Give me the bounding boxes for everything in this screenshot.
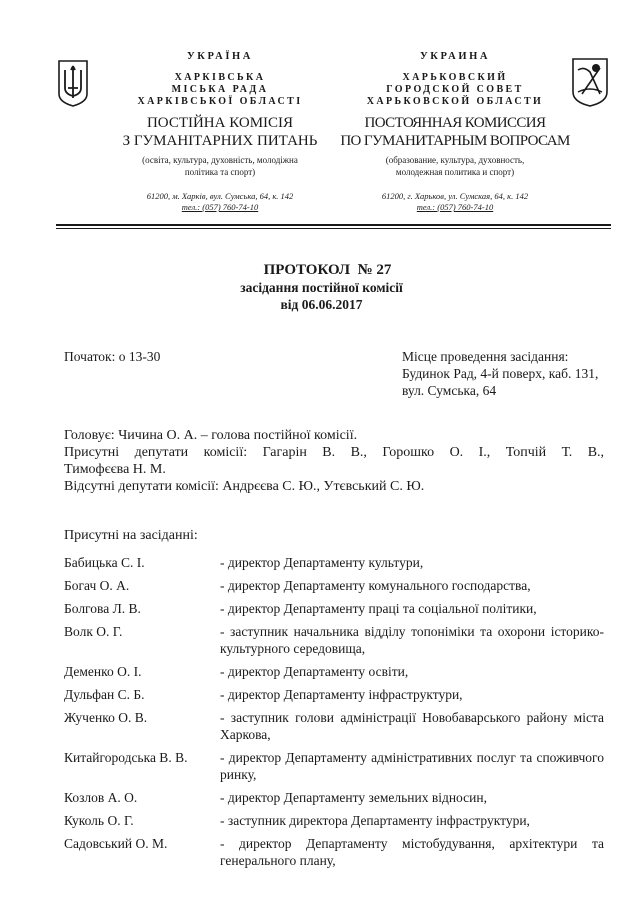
participant-name: Волк О. Г. [64, 624, 123, 639]
title-line: від 06.06.2017 [280, 297, 363, 312]
list-item [64, 600, 604, 617]
scope-line: молодежная политика и спорт) [395, 167, 515, 177]
present-word: депутати [134, 445, 189, 460]
scope-line: (образование, культура, духовность, [385, 155, 525, 165]
title-line: засідання постійної комісії [240, 280, 403, 295]
participant-role: - директор Департаменту культури, [220, 555, 424, 570]
participant-role: - заступник голови адміністрації Новобаварського району міста Харкова, [220, 710, 604, 742]
committee-line: З ГУМАНІТАРНИХ ПИТАНЬ [122, 133, 318, 149]
header-divider-thin [56, 228, 611, 229]
address: 61200, м. Харків, вул. Сумська, 64, к. 142 [146, 191, 294, 201]
chair-line: Головує: Чичина О. А. – голова постійної комісії. [64, 428, 358, 443]
participant-role: - директор Департаменту земельних відносин, [220, 790, 487, 805]
list-item [64, 554, 604, 571]
title-line: ПРОТОКОЛ № 27 [263, 262, 392, 278]
header-divider [56, 224, 611, 226]
list-item [64, 749, 604, 783]
participant-role: - директор Департаменту комунального господарства, [220, 578, 531, 593]
attendance-block [64, 427, 604, 495]
address: 61200, г. Харьков, ул. Сумская, 64, к. 142 [381, 191, 529, 201]
start-time: Початок: о 13-30 [64, 349, 161, 364]
list-item [64, 663, 604, 680]
venue [402, 348, 598, 399]
list-item [64, 686, 604, 703]
participant-role: - директор Департаменту інфраструктури, [220, 687, 463, 702]
participant-name: Садовський О. М. [64, 836, 168, 851]
venue-line: вул. Сумська, 64 [402, 383, 497, 398]
list-item [64, 789, 604, 806]
participant-role: - заступник директора Департаменту інфраструктури, [220, 813, 530, 828]
present-word: комісії: [203, 445, 248, 460]
council-line: ХАРЬКОВСКОЙ ОБЛАСТИ [366, 96, 544, 107]
participants-list [64, 554, 604, 875]
header-left [100, 50, 340, 213]
council-line: ХАРЬКОВСКИЙ [402, 72, 508, 83]
header-right [340, 50, 570, 213]
participant-name: Болгова Л. В. [64, 601, 141, 616]
kharkiv-coat-of-arms-icon [570, 56, 610, 108]
participant-name: Деменко О. І. [64, 664, 142, 679]
committee-line: ПОСТОЯННАЯ КОМИССИЯ [364, 115, 546, 131]
absent-deputies-line: Відсутні депутати комісії: Андрєєва С. Ю., Утєвський С. Ю. [64, 479, 425, 494]
country-ua: УКРАЇНА [186, 51, 253, 62]
participant-role: - директор Департаменту містобудування, архітектури та генерального плану, [220, 836, 604, 868]
list-item [64, 812, 604, 829]
participant-name: Дульфан С. Б. [64, 687, 145, 702]
present-word: Топчій Т. В., [505, 445, 605, 460]
council-line: МІСЬКА РАДА [171, 84, 269, 95]
list-item [64, 623, 604, 657]
council-line: ХАРКІВСЬКА [174, 72, 266, 83]
participant-name: Жученко О. В. [64, 710, 148, 725]
committee-line: ПО ГУМАНИТАРНЫМ ВОПРОСАМ [340, 133, 570, 149]
present-word: Горошко О. І., [382, 445, 491, 460]
participant-role: - заступник начальника відділу топоніміки та охорони історико-культурного середовища, [220, 624, 604, 656]
participant-role: - директор Департаменту праці та соціальної політики, [220, 601, 537, 616]
protocol-title [0, 262, 643, 313]
list-item [64, 709, 604, 743]
council-line: ГОРОДСКОЙ СОВЕТ [386, 84, 524, 95]
present-word: Гагарін В. В., [262, 445, 367, 460]
present-word: Присутні [64, 445, 120, 460]
scope-line: політика та спорт) [184, 167, 256, 177]
participant-name: Козлов А. О. [64, 790, 138, 805]
country-ru: УКРАИНА [419, 51, 491, 62]
participant-role: - директор Департаменту освіти, [220, 664, 409, 679]
participant-name: Бабицька С. І. [64, 555, 145, 570]
committee-line: ПОСТІЙНА КОМІСІЯ [146, 115, 294, 131]
present-deputies-line [64, 444, 604, 461]
present-deputies-continued: Тимофєєва Н. М. [64, 462, 166, 477]
participant-name: Куколь О. Г. [64, 813, 134, 828]
participant-role: - директор Департаменту адміністративних послуг та споживчого ринку, [220, 750, 604, 782]
phone: тел.: (057) 760-74-10 [416, 202, 494, 212]
venue-line: Будинок Рад, 4-й поверх, каб. 131, [402, 366, 599, 381]
participant-name: Богач О. А. [64, 578, 130, 593]
participant-name: Китайгородська В. В. [64, 750, 188, 765]
list-item [64, 577, 604, 594]
venue-line: Місце проведення засідання: [402, 349, 569, 364]
present-at-meeting-heading: Присутні на засіданні: [64, 528, 198, 543]
phone: тел.: (057) 760-74-10 [181, 202, 259, 212]
list-item [64, 835, 604, 869]
ukraine-trident-emblem-icon [56, 58, 90, 108]
council-line: ХАРКІВСЬКОЇ ОБЛАСТІ [137, 96, 303, 107]
scope-line: (освіта, культура, духовність, молодіжна [142, 155, 298, 165]
